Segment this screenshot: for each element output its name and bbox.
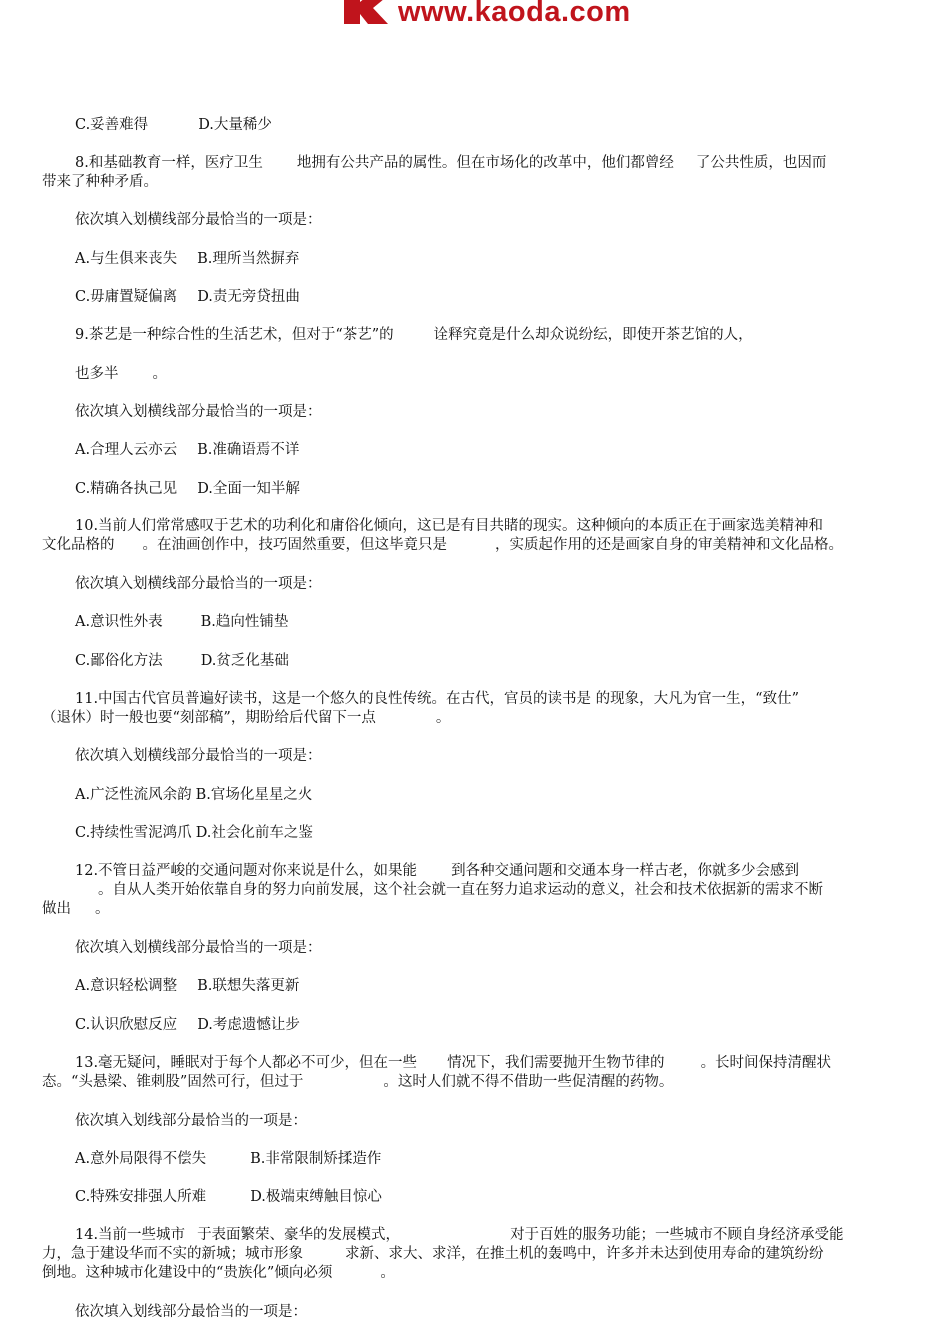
q11-option-a: A.广泛性流风余韵 (75, 787, 192, 803)
q11-text-a: 11.中国古代官员普遍好读书，这是一个悠久的良性传统。在古代，官员的读书是 的现象，大凡为官一生，“致仕” (75, 691, 799, 707)
q8-option-d: D.责无旁贷扭曲 (197, 289, 300, 305)
q9-text-b: 诠释究竟是什么却众说纷纭，即使开茶艺馆的人， (433, 327, 753, 343)
q7-option-c: C.妥善难得 (75, 117, 149, 133)
q10-stem-line-2 (42, 536, 947, 555)
q8-text-d: 带来了种种矛盾。 (42, 174, 158, 190)
q9-stem-line-1 (75, 326, 950, 345)
q12-option-c: C.认识欣慰反应 (75, 1017, 178, 1033)
q12-text-c: 。自从人类开始依靠自身的努力向前发展，这个社会就一直在努力追求运动的意义，社会和技术依据新的需求不断 (98, 882, 823, 898)
q12-text-a: 12.不管日益严峻的交通问题对你来说是什么，如果能 (75, 863, 418, 879)
q11-stem-line-2 (42, 709, 947, 728)
q8-text-a: 8.和基础教育一样，医疗卫生 (75, 155, 263, 171)
q13-text-d: 态。“头悬梁、锥刺股”固然可行，但过于 (42, 1074, 304, 1090)
site-logo (340, 0, 670, 34)
q12-options-row-2 (75, 1016, 950, 1035)
q8-option-c: C.毋庸置疑偏离 (75, 289, 178, 305)
q10-option-d: D.贫乏化基础 (200, 653, 289, 669)
q9-stem-line-2 (75, 365, 950, 384)
q8-prompt: 依次填入划横线部分最恰当的一项是： (75, 212, 322, 228)
q8-stem-line-1 (75, 154, 947, 173)
q13-text-c: 。长时间保持清醒状 (700, 1055, 832, 1071)
q10-option-a: A.意识性外表 (75, 614, 163, 630)
q10-options-row-2 (75, 652, 950, 671)
q12-stem-line-1 (75, 862, 950, 881)
q9-option-b: B.准确语焉不详 (197, 442, 300, 458)
q12-option-a: A.意识轻松调整 (75, 978, 178, 994)
q13-stem-line-2 (42, 1073, 947, 1092)
q10-prompt: 依次填入划横线部分最恰当的一项是： (75, 576, 322, 592)
q14-text-e: 求新、求大、求洋，在推土机的轰鸣中，许多并未达到使用寿命的建筑纷纷 (345, 1246, 824, 1262)
q9-options-row-1 (75, 441, 950, 460)
q13-option-d: D.极端束缚触目惊心 (250, 1189, 382, 1205)
q14-prompt: 依次填入划线部分最恰当的一项是： (75, 1304, 307, 1320)
q13-text-e: 。这时人们就不得不借助一些促清醒的药物。 (383, 1074, 674, 1090)
q11-prompt: 依次填入划横线部分最恰当的一项是： (75, 748, 322, 764)
q13-option-c: C.特殊安排强人所难 (75, 1189, 207, 1205)
q12-stem-line-2 (98, 881, 950, 900)
q10-text-b: 文化品格的 (42, 537, 115, 553)
q14-text-f: 倒地。这种城市化建设中的“贵族化”倾向必须 (42, 1265, 333, 1281)
q8-text-b: 地拥有公共产品的属性。但在市场化的改革中，他们都曾经 (296, 155, 674, 171)
q12-text-e: 。 (95, 901, 110, 917)
site-url: www.kaoda.com (398, 0, 631, 28)
q14-text-b: 于表面繁荣、豪华的发展模式， (197, 1227, 401, 1243)
q10-option-c: C.鄙俗化方法 (75, 653, 163, 669)
q8-option-b: B.理所当然摒弃 (197, 251, 300, 267)
q9-options-row-2 (75, 480, 950, 499)
q14-text-a: 14.当前一些城市 (75, 1227, 186, 1243)
q10-text-d: ，实质起作用的还是画家自身的审美精神和文化品格。 (495, 537, 843, 553)
q11-option-c: C.持续性雪泥鸿爪 (75, 825, 192, 841)
q10-stem-line-1 (75, 517, 950, 536)
q12-option-d: D.考虑遗憾让步 (197, 1017, 300, 1033)
q13-option-b: B.非常限制矫揉造作 (250, 1151, 382, 1167)
q7-option-d: D.大量稀少 (198, 117, 272, 133)
q7-options-row-2 (75, 116, 950, 135)
q8-options-row-2 (75, 288, 950, 307)
q12-option-b: B.联想失落更新 (197, 978, 300, 994)
q13-options-row-1 (75, 1150, 950, 1169)
q13-stem-line-1 (75, 1054, 950, 1073)
q14-stem-line-3 (42, 1264, 947, 1283)
q11-options-row-2 (75, 824, 950, 843)
q8-option-a: A.与生俱来丧失 (75, 251, 178, 267)
q12-prompt: 依次填入划横线部分最恰当的一项是： (75, 940, 322, 956)
q14-text-c: 对于百姓的服务功能；一些城市不顾自身经济承受能 (510, 1227, 844, 1243)
q12-options-row-1 (75, 977, 950, 996)
q9-option-a: A.合理人云亦云 (75, 442, 178, 458)
kaoda-k-icon (340, 0, 400, 28)
q8-text-c: 了公共性质，也因而 (695, 155, 827, 171)
q13-prompt: 依次填入划线部分最恰当的一项是： (75, 1113, 307, 1129)
q12-text-b: 到各种交通问题和交通本身一样古老，你就多少会感到 (451, 863, 800, 879)
q13-text-b: 情况下，我们需要抛开生物节律的 (447, 1055, 665, 1071)
q10-text-a: 10.当前人们常常感叹于艺术的功利化和庸俗化倾向，这已是有目共睹的现实。这种倾向的本质正在于画家选美精神和 (75, 518, 824, 534)
q13-text-a: 13.毫无疑问，睡眠对于每个人都必不可少，但在一些 (75, 1055, 418, 1071)
q8-stem-line-2 (42, 173, 947, 192)
q14-text-d: 力，急于建设华而不实的新城；城市形象 (42, 1246, 303, 1262)
q11-text-c: 。 (435, 710, 451, 726)
q9-text-a: 9.茶艺是一种综合性的生活艺术，但对于“茶艺”的 (75, 327, 394, 343)
q9-option-c: C.精确各执己见 (75, 481, 178, 497)
q10-text-c: 。在油画创作中，技巧固然重要，但这毕竟只是 (142, 537, 447, 553)
q13-option-a: A.意外局限得不偿失 (75, 1151, 207, 1167)
q14-stem-line-1 (75, 1226, 950, 1245)
q8-options-row-1 (75, 250, 950, 269)
q11-text-b: （退休）时一般也要“刻部稿”，期盼给后代留下一点 (42, 710, 376, 726)
q9-text-c: 也多半 (75, 366, 119, 382)
q12-text-d: 做出 (42, 901, 71, 917)
q14-text-g: 。 (380, 1265, 395, 1281)
q10-option-b: B.趋向性铺垫 (200, 614, 289, 630)
q14-stem-line-2 (42, 1245, 947, 1264)
q13-options-row-2 (75, 1188, 950, 1207)
q11-option-b: B.官场化星星之火 (195, 787, 313, 803)
q11-stem-line-1 (75, 690, 950, 709)
q10-options-row-1 (75, 613, 950, 632)
q11-option-d: D.社会化前车之鉴 (195, 825, 313, 841)
q9-text-d: 。 (152, 366, 167, 382)
q9-prompt: 依次填入划横线部分最恰当的一项是： (75, 404, 322, 420)
q9-option-d: D.全面一知半解 (197, 481, 300, 497)
q12-stem-line-3 (42, 900, 947, 919)
q11-options-row-1 (75, 786, 950, 805)
